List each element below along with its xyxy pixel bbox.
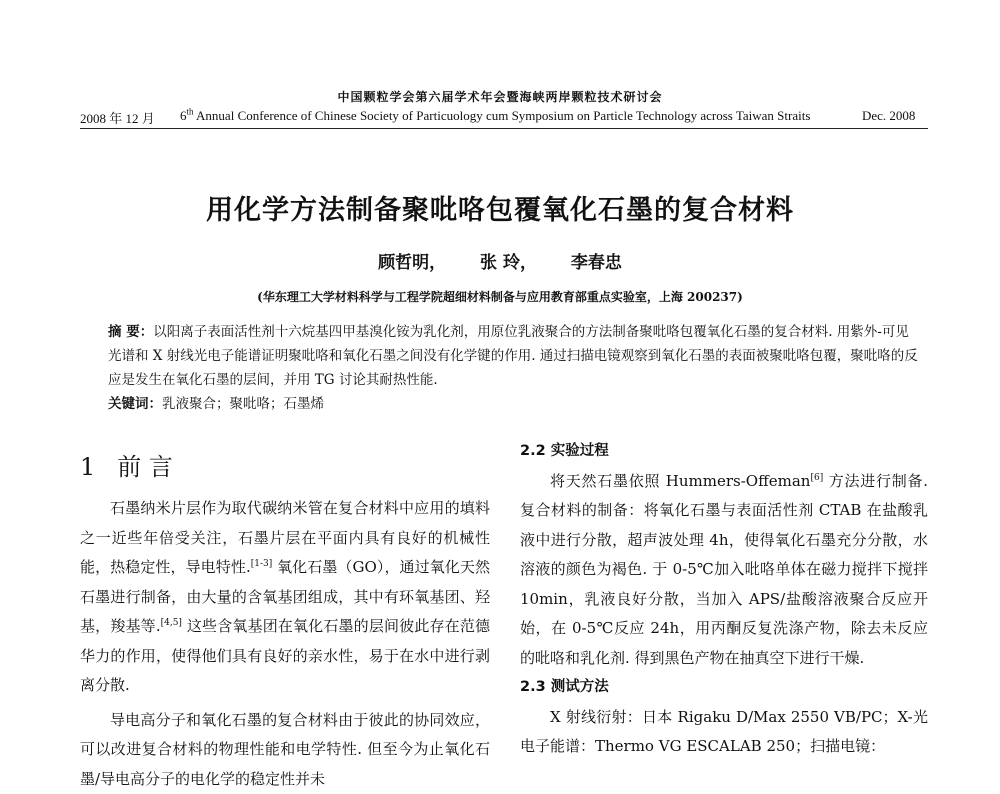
abstract-text: 以阳离子表面活性剂十六烷基四甲基溴化铵为乳化剂，用原位乳液聚合的方法制备聚吡咯包覆氧化石墨的复合材料. 用紫外-可见光谱和 X 射线光电子能谱证明聚吡咯和氧化石墨之间没有化学键的作用. 通过扫描电镜观察到氧化石墨的表面被聚吡咯包覆，聚吡咯的反应是发生在氧化石墨的层间，并用 TG 讨论其耐热性能. xyxy=(108,324,918,388)
abstract-block xyxy=(108,320,920,416)
conference-ordinal: 6 xyxy=(180,108,187,123)
test-methods-paragraph: X 射线衍射：日本 Rigaku D/Max 2550 VB/PC；X-光电子能谱：Thermo VG ESCALAB 250；扫描电镜： xyxy=(520,703,928,762)
section-1-number: 1 xyxy=(80,453,95,481)
header-date-en: Dec. 2008 xyxy=(862,108,915,124)
left-column xyxy=(80,494,490,794)
affiliation: (华东理工大学材料科学与工程学院超细材料制备与应用教育部重点实验室，上海 200237) xyxy=(0,288,1000,305)
paper-title: 用化学方法制备聚吡咯包覆氧化石墨的复合材料 xyxy=(0,188,1000,227)
citation: [6] xyxy=(810,473,823,483)
abstract-label: 摘 要： xyxy=(108,324,153,340)
author-1: 顾哲明， xyxy=(378,253,446,273)
header-conference-en xyxy=(180,108,810,124)
keywords-text: 乳液聚合；聚吡咯；石墨烯 xyxy=(162,396,324,412)
intro-paragraph-1: 石墨纳米片层作为取代碳纳米管在复合材料中应用的填料之一近些年倍受关注，石墨片层在平面内具有良好的机械性能，热稳定性，导电特性.[1-3] 氧化石墨（GO），通过氧化天然石墨进行制备，由大量的含氧基团组成，其中有环氧基团、羟基，羧基等.[4,5] 这些含氧基团在氧化石墨的层间彼此存在范德华力的作用，使得他们具有良好的亲水性，易于在水中进行剥离分散. xyxy=(80,494,490,701)
keywords-label: 关键词： xyxy=(108,396,162,412)
section-1-title: 前 言 xyxy=(117,453,173,481)
abstract-paragraph xyxy=(108,320,920,392)
right-column xyxy=(520,437,928,762)
section-2-3-heading: 2.3 测试方法 xyxy=(520,673,928,703)
section-1-heading xyxy=(80,447,173,482)
header-rule xyxy=(80,128,928,129)
header-date-cn: 2008 年 12 月 xyxy=(80,108,155,127)
experiment-paragraph: 将天然石墨依照 Hummers-Offeman[6] 方法进行制备. 复合材料的制备：将氧化石墨与表面活性剂 CTAB 在盐酸乳液中进行分散，超声波处理 4h，使得氧化石墨充分分散，水溶液的颜色为褐色. 于 0-5℃加入吡咯单体在磁力搅拌下搅拌 10min，乳液良好分散，当加入 APS/盐酸溶液聚合反应开始，在 0-5℃反应 24h，用丙酮反复洗涤产物，除去未反应的吡咯和乳化剂. 得到黑色产物在抽真空下进行干燥. xyxy=(520,467,928,674)
author-list xyxy=(0,248,1000,273)
intro-paragraph-2: 导电高分子和氧化石墨的复合材料由于彼此的协同效应，可以改进复合材料的物理性能和电学特性. 但至今为止氧化石墨/导电高分子的电化学的稳定性并未 xyxy=(80,706,490,794)
conference-en-text: Annual Conference of Chinese Society of Particuology cum Symposium on Particle Technology across Taiwan Straits xyxy=(194,108,811,123)
conference-ordinal-suffix: th xyxy=(187,107,194,117)
section-2-2-heading: 2.2 实验过程 xyxy=(520,437,928,467)
author-3: 李春忠 xyxy=(571,253,622,273)
citation: [4,5] xyxy=(161,618,182,628)
keywords-line xyxy=(108,392,920,416)
conference-title-cn: 中国颗粒学会第六届学术年会暨海峡两岸颗粒技术研讨会 xyxy=(0,88,1000,105)
author-2: 张 玲， xyxy=(480,253,537,273)
citation: [1-3] xyxy=(251,559,273,569)
